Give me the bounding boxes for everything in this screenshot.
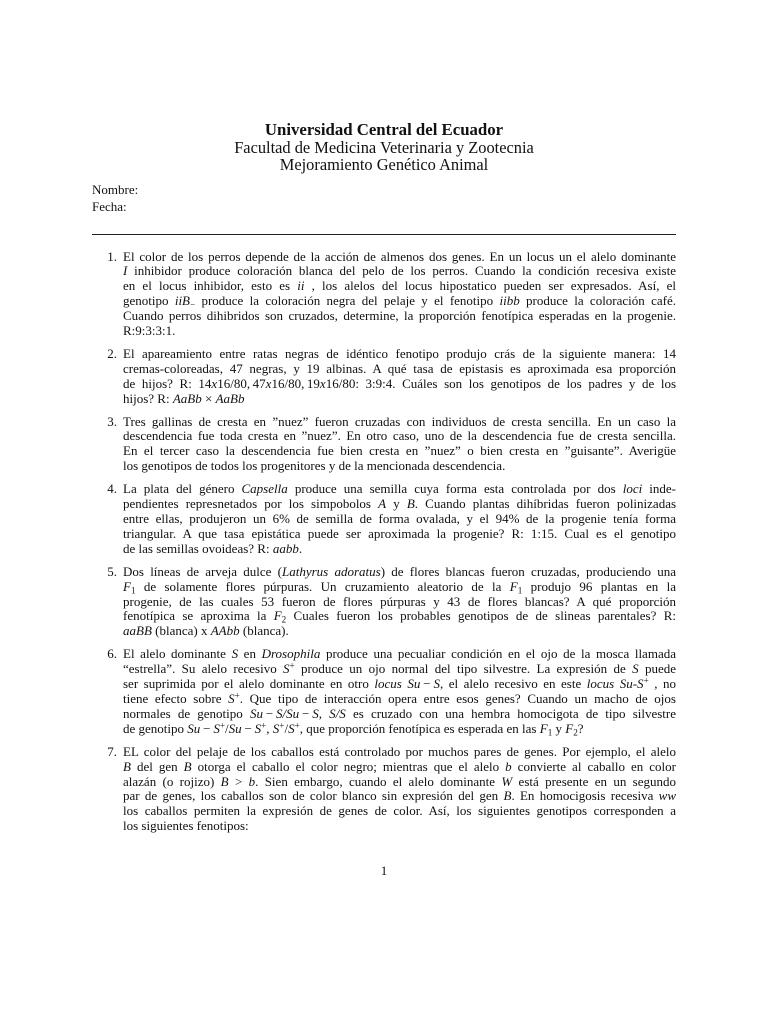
text-run: pendientes represnetados por los simpobolos — [123, 496, 379, 512]
italic-text: S — [254, 720, 262, 736]
text-run: (blanca). — [239, 623, 289, 639]
text-run: El alelo dominante — [123, 646, 232, 662]
text-run: de solamente flores púrpuras. Un cruzamiento aleatorio de la — [135, 578, 510, 594]
question-line — [123, 677, 676, 692]
text-run: cremas-coloreadas, 47 negras, y 19 albinas. A qué tasa de epistasis es aproximada esa proporción — [123, 360, 676, 376]
italic-text: B — [220, 773, 229, 789]
text-run: / — [284, 720, 289, 736]
italic-text: B — [406, 496, 415, 512]
subscript: 1 — [547, 727, 553, 738]
italic-text: S/Su — [276, 705, 300, 721]
superscript: + — [289, 660, 295, 671]
question-line — [123, 580, 676, 595]
text-run: . — [298, 540, 303, 556]
text-run: 16/80: 3:9:4. Cuáles son los genotipos de los padres y de los — [325, 375, 677, 391]
question-number: 1. — [107, 248, 117, 264]
text-run: , no — [648, 676, 676, 692]
text-run: . Sien embargo, cuando el alelo dominante — [255, 773, 502, 789]
superscript: + — [294, 720, 300, 731]
question-line — [123, 324, 676, 339]
text-run: ? — [577, 720, 584, 736]
text-run: 16/80, 19 — [271, 375, 320, 391]
text-run: (blanca) x — [151, 623, 211, 639]
question-line — [123, 647, 676, 662]
text-run: , el alelo recesivo en este — [439, 676, 587, 692]
text-run: par de genes, los caballos son de color blanco sin expresión del gen — [123, 788, 504, 804]
question-line — [123, 745, 676, 760]
question-line — [123, 789, 676, 804]
text-run: Tres gallinas de cresta en ”nuez” fueron cruzadas con individuos de cresta sencilla. En un caso la — [123, 413, 676, 429]
italic-text: I — [123, 263, 128, 279]
subscript: 2 — [281, 615, 287, 626]
course-name: Mejoramiento Genético Animal — [279, 155, 489, 175]
italic-text: locus Su-S — [586, 676, 644, 692]
text-run: hijos? R: — [123, 390, 173, 406]
italic-text: S — [213, 720, 220, 736]
italic-text: x — [211, 375, 218, 391]
italic-text: S — [312, 705, 319, 721]
text-run: y — [552, 720, 566, 736]
math-operator: − — [244, 720, 252, 736]
question-line — [123, 347, 676, 362]
text-run: 16/80, 47 — [217, 375, 266, 391]
italic-text: F — [539, 720, 548, 736]
text-run: los caballos permiten la expresión de genes de color. Así, los siguientes genotipos corresponden a — [123, 803, 676, 819]
text-run: inhibidor produce coloración blanca del pelo de los perros. Cuando la condición recesiva existe — [127, 263, 676, 279]
text-run: “estrella”. Su alelo recesivo — [123, 661, 284, 677]
name-label: Nombre: — [92, 182, 139, 197]
question-number: 6. — [107, 646, 117, 662]
text-run: / — [224, 720, 229, 736]
italic-text: AaBb — [215, 390, 245, 406]
text-run: > — [228, 773, 249, 789]
italic-text: Su — [228, 720, 242, 736]
text-run: descendencia fue toda cresta en ”nuez”. En otro caso, uno de la descendencia fue de cresta sencilla. — [123, 428, 676, 444]
text-run: genotipo — [123, 293, 175, 309]
text-run: El color de los perros depende de la acción de almenos dos genes. En un locus un el alelo dominante — [123, 248, 676, 264]
student-info — [92, 182, 138, 215]
question-line — [123, 415, 676, 430]
superscript: + — [279, 720, 285, 731]
question-line — [123, 309, 676, 324]
text-run: en el locus inhibidor, esto es — [123, 278, 298, 294]
text-run: . Cuando plantas dihíbridas fueron polinizadas — [414, 496, 677, 512]
question-line — [123, 692, 676, 707]
question-line — [123, 542, 676, 557]
university-title: Universidad Central del Ecuador — [264, 120, 504, 139]
question-line — [123, 609, 676, 624]
italic-text: AaBb — [172, 390, 202, 406]
text-run: es cruzado con una hembra homocigota de tipo silvestre — [345, 705, 677, 721]
text-run: del gen — [130, 758, 184, 774]
math-operator: − — [265, 705, 274, 721]
italic-text: S — [231, 646, 239, 662]
text-run: R:9:3:3:1. — [123, 323, 176, 339]
question-line — [123, 362, 676, 377]
italic-text: Su — [249, 705, 263, 721]
text-run: está presente en un segundo — [512, 773, 676, 789]
text-run: los siguientes fenotipos: — [123, 818, 249, 834]
subscript: 1 — [130, 585, 136, 596]
italic-text: S — [433, 676, 440, 692]
question-line — [123, 804, 676, 819]
question-line — [123, 760, 676, 775]
italic-text: A — [378, 496, 387, 512]
horizontal-divider — [92, 234, 676, 235]
question-line — [123, 819, 676, 834]
text-run: ser suprimida por el alelo dominante en otro — [123, 676, 375, 692]
text-run: produce la coloración café. — [519, 293, 676, 309]
question-number: 2. — [107, 345, 117, 361]
italic-text: loci — [622, 481, 643, 497]
question-line — [123, 429, 676, 444]
text-run: . Que tipo de interacción opera entre esos genes? Cuando un macho de ojos — [239, 690, 676, 706]
page-number: 1 — [380, 862, 388, 878]
text-run: La plata del género — [123, 481, 242, 497]
question-line — [123, 444, 676, 459]
subscript: − — [190, 299, 196, 310]
question-line — [123, 624, 676, 639]
text-run: . En homocigosis recesiva — [511, 788, 659, 804]
question-item — [107, 248, 676, 339]
italic-text: b — [505, 758, 512, 774]
italic-text: b — [248, 773, 256, 789]
italic-text: ii — [297, 278, 305, 294]
text-run: alazán (o rojizo) — [123, 773, 221, 789]
italic-text: Drosophila — [261, 646, 321, 662]
italic-text: S — [632, 661, 639, 677]
subscript: 1 — [517, 585, 523, 596]
text-run: EL color del pelaje de los caballos está controlado por muchos pares de genes. Por ejemplo, el alelo — [123, 743, 676, 759]
question-line — [123, 279, 676, 294]
italic-text: F — [509, 578, 518, 594]
text-run: El apareamiento entre ratas negras de idéntico fenotipo produjo crás de la siguiente manera: 14 — [123, 345, 676, 361]
question-line — [123, 392, 676, 407]
italic-text: Capsella — [241, 481, 288, 497]
superscript: + — [219, 720, 225, 731]
italic-text: S — [272, 720, 280, 736]
italic-text: B — [503, 788, 512, 804]
text-run: produjo 96 plantas en la — [522, 578, 676, 594]
text-run: en — [238, 646, 262, 662]
text-run: produce un ojo normal del tipo silvestre. La expresión de — [294, 661, 633, 677]
text-run: de hijos? R: 14 — [123, 375, 212, 391]
text-run: convierte al caballo en color — [511, 758, 676, 774]
italic-text: x — [319, 375, 326, 391]
text-run: , — [266, 720, 273, 736]
text-run: entre ellas, produjeron un 6% de semilla de forma ovalada, y el 94% de la progenie tenía forma — [123, 511, 676, 526]
text-run: otorga el caballo el color negro; mientras que el alelo — [191, 758, 506, 774]
question-number: 4. — [107, 481, 117, 497]
italic-text: locus Su — [374, 676, 421, 692]
italic-text: x — [265, 375, 272, 391]
italic-text: F — [123, 578, 131, 594]
text-run: , los alelos del locus hipostatico pueden ser expresados. Así, el — [304, 278, 676, 294]
text-run: Dos líneas de arveja dulce ( — [123, 563, 282, 579]
italic-text: S — [228, 690, 235, 706]
italic-text: ww — [658, 788, 676, 804]
italic-text: Lathyrus adoratus — [282, 563, 381, 579]
text-run: produce una semilla cuya forma esta controlada por dos — [287, 481, 623, 497]
question-line — [123, 497, 676, 512]
text-run: puede — [638, 661, 676, 677]
question-list — [107, 248, 677, 835]
text-run: progenie, de las cuales 53 fueron de flores púrpuras y 43 de flores blancas? A qué proporción — [123, 593, 676, 609]
question-item — [107, 413, 676, 475]
question-item — [107, 563, 677, 640]
text-run: de genotipo — [123, 720, 188, 736]
italic-text: Su — [187, 720, 201, 736]
question-number: 7. — [107, 743, 117, 759]
italic-text: aabb — [272, 540, 299, 556]
question-item — [107, 345, 677, 407]
text-run: inde- — [642, 481, 676, 497]
document-header — [0, 121, 768, 174]
date-label: Fecha: — [92, 198, 127, 214]
superscript: + — [234, 690, 240, 701]
italic-text: aaBB — [123, 623, 152, 639]
italic-text: W — [501, 773, 513, 789]
italic-text: B — [183, 758, 192, 774]
italic-text: F — [273, 608, 282, 624]
italic-text: S/S — [329, 705, 346, 721]
question-item — [107, 646, 677, 738]
question-line — [123, 482, 676, 497]
question-line — [123, 565, 676, 580]
question-line — [123, 377, 676, 392]
question-line — [123, 707, 676, 722]
question-item — [107, 743, 676, 834]
question-line — [123, 722, 676, 737]
question-line — [123, 459, 676, 474]
question-number: 3. — [107, 413, 117, 429]
math-operator: − — [423, 676, 431, 692]
question-line — [123, 595, 676, 610]
question-number: 5. — [107, 563, 117, 579]
italic-text: B — [123, 758, 131, 774]
text-run: los genotipos de todos los progenitores y de la mencionada descendencia. — [123, 458, 506, 474]
superscript: + — [261, 720, 267, 731]
question-line — [123, 294, 676, 309]
question-line — [123, 512, 676, 527]
question-line — [123, 527, 676, 542]
question-line — [123, 250, 676, 265]
question-item — [107, 481, 677, 557]
subscript: 2 — [573, 727, 578, 738]
math-operator: − — [203, 720, 211, 736]
italic-text: iiB — [174, 293, 190, 309]
text-run: triangular. A que tasa epistática puede ser aproximada la progenie? R: 1:15. Cual es el genotipo — [123, 525, 676, 541]
faculty-name: Facultad de Medicina Veterinaria y Zootecnia — [234, 137, 534, 157]
text-run: , — [318, 705, 330, 721]
superscript: + — [643, 675, 649, 686]
text-run: y — [386, 496, 407, 512]
text-run: produce la coloración negra del pelaje y el fenotipo — [195, 293, 500, 309]
text-run: × — [201, 390, 216, 406]
question-line — [123, 775, 676, 790]
question-line — [123, 662, 676, 677]
text-run: En el tercer caso la descendencia fue bien cresta en ”nuez” o bien cresta en ”guisante”. Averigüe — [123, 443, 676, 459]
italic-text: S — [288, 720, 295, 736]
text-run: fenotípica se aproxima la — [123, 608, 274, 624]
text-run: ) de flores blancas fueron cruzadas, produciendo una — [380, 563, 677, 579]
math-operator: − — [302, 705, 310, 721]
text-run: de las semillas ovoideas? R: — [123, 540, 273, 556]
text-run: normales de genotipo — [123, 705, 250, 721]
text-run: tiene efecto sobre — [123, 690, 229, 706]
italic-text: iibb — [499, 293, 520, 309]
text-run: produce una pecualiar condición en el ojo de la mosca llamada — [320, 646, 676, 662]
text-run: Cuando perros dihibridos son cruzados, determine, la proporción fenotípica esperadas en la progenie. — [123, 308, 676, 324]
italic-text: AAbb — [210, 623, 240, 639]
italic-text: F — [565, 720, 574, 736]
text-run: Cuales fueron los probables genotipos de de slineas parentales? R: — [286, 608, 676, 624]
text-run: , que proporción fenotípica es esperada en las — [299, 720, 540, 736]
italic-text: S — [283, 661, 290, 677]
question-line — [123, 264, 676, 279]
